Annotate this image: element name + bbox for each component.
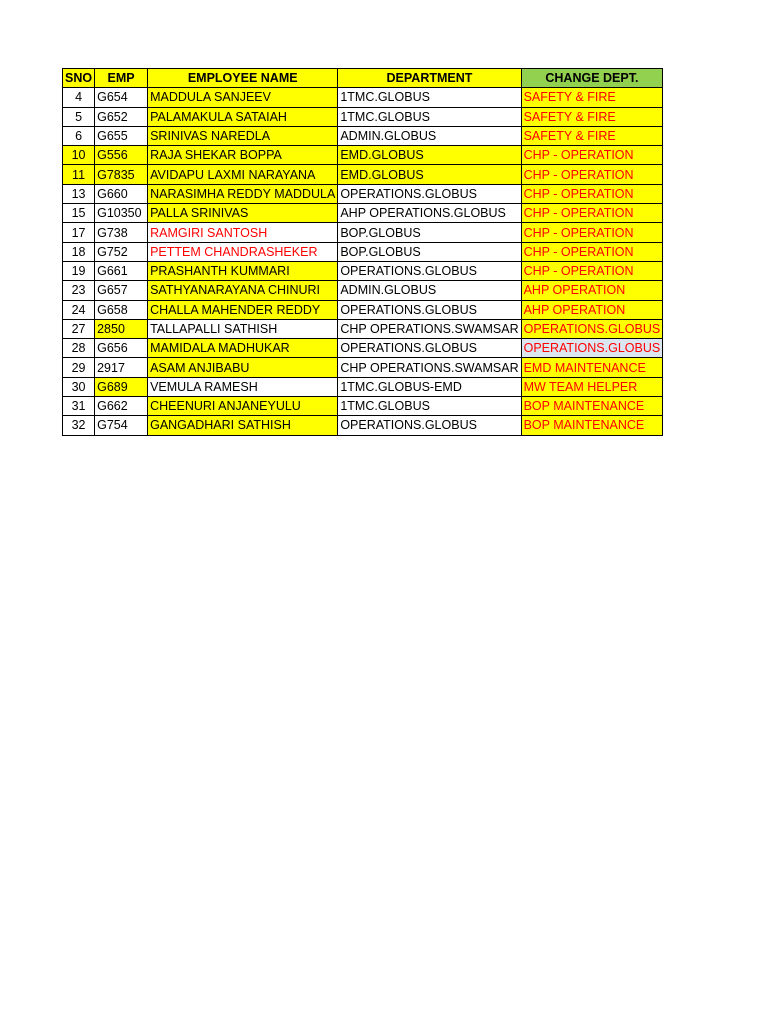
- cell-employee-name: RAMGIRI SANTOSH: [148, 223, 338, 242]
- cell-sno: 10: [63, 146, 95, 165]
- cell-employee-name: PALAMAKULA SATAIAH: [148, 107, 338, 126]
- table-row: [63, 242, 663, 261]
- cell-sno: 24: [63, 300, 95, 319]
- cell-sno: 5: [63, 107, 95, 126]
- cell-change-dept: OPERATIONS.GLOBUS: [521, 339, 663, 358]
- cell-department: 1TMC.GLOBUS-EMD: [338, 377, 521, 396]
- cell-sno: 30: [63, 377, 95, 396]
- cell-emp: 2917: [95, 358, 148, 377]
- cell-employee-name: MADDULA SANJEEV: [148, 88, 338, 107]
- cell-employee-name: CHALLA MAHENDER REDDY: [148, 300, 338, 319]
- cell-emp: G657: [95, 281, 148, 300]
- table-row: [63, 261, 663, 280]
- table-row: [63, 339, 663, 358]
- cell-department: EMD.GLOBUS: [338, 146, 521, 165]
- header-department: DEPARTMENT: [338, 69, 521, 88]
- cell-change-dept: CHP - OPERATION: [521, 223, 663, 242]
- cell-sno: 15: [63, 204, 95, 223]
- header-row: [63, 69, 663, 88]
- cell-employee-name: AVIDAPU LAXMI NARAYANA: [148, 165, 338, 184]
- cell-emp: G752: [95, 242, 148, 261]
- cell-sno: 18: [63, 242, 95, 261]
- table-row: [63, 416, 663, 435]
- cell-department: OPERATIONS.GLOBUS: [338, 261, 521, 280]
- cell-emp: 2850: [95, 319, 148, 338]
- table-row: [63, 184, 663, 203]
- cell-department: 1TMC.GLOBUS: [338, 397, 521, 416]
- table-row: [63, 358, 663, 377]
- cell-change-dept: EMD MAINTENANCE: [521, 358, 663, 377]
- cell-sno: 4: [63, 88, 95, 107]
- table-row: [63, 397, 663, 416]
- table-row: [63, 319, 663, 338]
- cell-change-dept: CHP - OPERATION: [521, 165, 663, 184]
- table-row: [63, 146, 663, 165]
- cell-sno: 28: [63, 339, 95, 358]
- cell-employee-name: RAJA SHEKAR BOPPA: [148, 146, 338, 165]
- cell-department: BOP.GLOBUS: [338, 242, 521, 261]
- cell-emp: G660: [95, 184, 148, 203]
- cell-department: BOP.GLOBUS: [338, 223, 521, 242]
- cell-emp: G654: [95, 88, 148, 107]
- cell-employee-name: PETTEM CHANDRASHEKER: [148, 242, 338, 261]
- cell-emp: G556: [95, 146, 148, 165]
- cell-department: OPERATIONS.GLOBUS: [338, 300, 521, 319]
- cell-employee-name: SRINIVAS NAREDLA: [148, 126, 338, 145]
- cell-emp: G662: [95, 397, 148, 416]
- cell-change-dept: SAFETY & FIRE: [521, 88, 663, 107]
- cell-department: OPERATIONS.GLOBUS: [338, 184, 521, 203]
- cell-emp: G7835: [95, 165, 148, 184]
- employee-table: [62, 68, 663, 436]
- cell-change-dept: MW TEAM HELPER: [521, 377, 663, 396]
- cell-change-dept: SAFETY & FIRE: [521, 126, 663, 145]
- cell-department: 1TMC.GLOBUS: [338, 88, 521, 107]
- cell-department: EMD.GLOBUS: [338, 165, 521, 184]
- header-employee-name: EMPLOYEE NAME: [148, 69, 338, 88]
- cell-change-dept: CHP - OPERATION: [521, 184, 663, 203]
- cell-department: AHP OPERATIONS.GLOBUS: [338, 204, 521, 223]
- cell-change-dept: BOP MAINTENANCE: [521, 416, 663, 435]
- cell-sno: 27: [63, 319, 95, 338]
- cell-emp: G689: [95, 377, 148, 396]
- cell-emp: G652: [95, 107, 148, 126]
- header-change-dept: CHANGE DEPT.: [521, 69, 663, 88]
- cell-change-dept: CHP - OPERATION: [521, 146, 663, 165]
- cell-employee-name: ASAM ANJIBABU: [148, 358, 338, 377]
- table-row: [63, 281, 663, 300]
- cell-emp: G656: [95, 339, 148, 358]
- cell-employee-name: TALLAPALLI SATHISH: [148, 319, 338, 338]
- cell-employee-name: PRASHANTH KUMMARI: [148, 261, 338, 280]
- cell-sno: 6: [63, 126, 95, 145]
- cell-emp: G658: [95, 300, 148, 319]
- cell-sno: 23: [63, 281, 95, 300]
- cell-department: ADMIN.GLOBUS: [338, 126, 521, 145]
- cell-change-dept: AHP OPERATION: [521, 300, 663, 319]
- cell-department: 1TMC.GLOBUS: [338, 107, 521, 126]
- table-row: [63, 223, 663, 242]
- cell-employee-name: PALLA SRINIVAS: [148, 204, 338, 223]
- cell-department: CHP OPERATIONS.SWAMSAR: [338, 319, 521, 338]
- cell-sno: 13: [63, 184, 95, 203]
- cell-emp: G738: [95, 223, 148, 242]
- cell-change-dept: CHP - OPERATION: [521, 242, 663, 261]
- table-row: [63, 107, 663, 126]
- cell-employee-name: CHEENURI ANJANEYULU: [148, 397, 338, 416]
- table-row: [63, 88, 663, 107]
- cell-emp: G655: [95, 126, 148, 145]
- cell-department: ADMIN.GLOBUS: [338, 281, 521, 300]
- cell-change-dept: CHP - OPERATION: [521, 204, 663, 223]
- cell-sno: 32: [63, 416, 95, 435]
- cell-change-dept: AHP OPERATION: [521, 281, 663, 300]
- cell-department: CHP OPERATIONS.SWAMSAR: [338, 358, 521, 377]
- cell-sno: 17: [63, 223, 95, 242]
- header-emp: EMP: [95, 69, 148, 88]
- table-row: [63, 165, 663, 184]
- cell-employee-name: VEMULA RAMESH: [148, 377, 338, 396]
- cell-sno: 29: [63, 358, 95, 377]
- cell-employee-name: SATHYANARAYANA CHINURI: [148, 281, 338, 300]
- cell-employee-name: NARASIMHA REDDY MADDULA: [148, 184, 338, 203]
- cell-emp: G661: [95, 261, 148, 280]
- cell-employee-name: MAMIDALA MADHUKAR: [148, 339, 338, 358]
- table-row: [63, 204, 663, 223]
- cell-department: OPERATIONS.GLOBUS: [338, 339, 521, 358]
- cell-department: OPERATIONS.GLOBUS: [338, 416, 521, 435]
- cell-change-dept: CHP - OPERATION: [521, 261, 663, 280]
- cell-employee-name: GANGADHARI SATHISH: [148, 416, 338, 435]
- table-row: [63, 126, 663, 145]
- table-row: [63, 300, 663, 319]
- cell-emp: G754: [95, 416, 148, 435]
- cell-sno: 31: [63, 397, 95, 416]
- cell-change-dept: BOP MAINTENANCE: [521, 397, 663, 416]
- cell-sno: 11: [63, 165, 95, 184]
- table-row: [63, 377, 663, 396]
- cell-sno: 19: [63, 261, 95, 280]
- cell-change-dept: SAFETY & FIRE: [521, 107, 663, 126]
- cell-emp: G10350: [95, 204, 148, 223]
- header-sno: SNO: [63, 69, 95, 88]
- cell-change-dept: OPERATIONS.GLOBUS: [521, 319, 663, 338]
